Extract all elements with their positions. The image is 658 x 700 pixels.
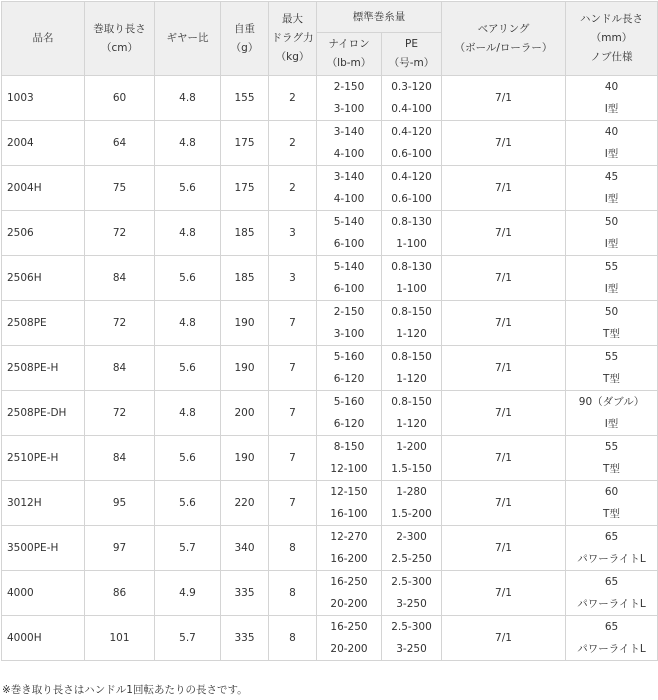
cell-gear: 5.6 (155, 481, 221, 526)
cell-retrieve: 84 (85, 256, 155, 301)
cell-nylon-line: 20-200 (330, 598, 368, 610)
cell-weight: 340 (221, 526, 269, 571)
cell-retrieve: 86 (85, 571, 155, 616)
cell-retrieve: 97 (85, 526, 155, 571)
cell-nylon-line: 5-160 (333, 351, 365, 363)
cell-pe-line: 1.5-200 (391, 508, 432, 520)
cell-name: 3012H (2, 481, 85, 526)
cell-handle-line: 60 (604, 486, 619, 498)
cell-handle (566, 526, 658, 571)
header-name: 品名 (2, 2, 85, 76)
cell-pe (382, 346, 442, 391)
cell-nylon-line: 5-140 (333, 216, 365, 228)
cell-name: 2508PE-H (2, 346, 85, 391)
cell-nylon (317, 121, 382, 166)
cell-bearing: 7/1 (442, 76, 566, 121)
cell-handle-line: 50 (604, 306, 619, 318)
cell-gear: 4.8 (155, 211, 221, 256)
table-row (2, 481, 658, 526)
cell-weight: 175 (221, 121, 269, 166)
cell-nylon-line: 16-250 (330, 576, 368, 588)
cell-name: 4000H (2, 616, 85, 661)
cell-pe-line: 0.3-120 (391, 81, 432, 93)
cell-nylon-line: 6-100 (333, 283, 365, 295)
cell-nylon (317, 526, 382, 571)
cell-drag: 7 (269, 301, 317, 346)
cell-pe-line: 0.6-100 (391, 193, 432, 205)
cell-pe-line: 1-200 (396, 441, 427, 453)
table-row (2, 436, 658, 481)
table-row (2, 256, 658, 301)
cell-handle-line: 65 (604, 531, 619, 543)
cell-weight: 200 (221, 391, 269, 436)
cell-retrieve: 72 (85, 211, 155, 256)
cell-weight: 155 (221, 76, 269, 121)
cell-handle (566, 256, 658, 301)
cell-pe-line: 0.4-120 (391, 171, 432, 183)
header-weight: 自重 （g） (221, 2, 269, 76)
cell-nylon (317, 301, 382, 346)
cell-nylon-line: 3-140 (333, 126, 365, 138)
cell-bearing: 7/1 (442, 571, 566, 616)
cell-handle-line: T型 (603, 328, 620, 340)
cell-bearing: 7/1 (442, 166, 566, 211)
cell-handle-line: パワーライトL (577, 643, 646, 655)
table-body (2, 76, 658, 661)
cell-bearing: 7/1 (442, 436, 566, 481)
cell-bearing: 7/1 (442, 256, 566, 301)
cell-drag: 2 (269, 166, 317, 211)
cell-weight: 190 (221, 301, 269, 346)
cell-pe (382, 256, 442, 301)
cell-handle-line: T型 (603, 463, 620, 475)
cell-nylon-line: 6-100 (333, 238, 365, 250)
cell-pe-line: 2.5-300 (391, 576, 432, 588)
cell-handle (566, 616, 658, 661)
cell-pe (382, 571, 442, 616)
cell-drag: 7 (269, 436, 317, 481)
cell-nylon-line: 16-200 (330, 553, 368, 565)
table-row (2, 211, 658, 256)
cell-handle-line: 65 (604, 576, 619, 588)
cell-pe (382, 166, 442, 211)
cell-nylon-line: 12-100 (330, 463, 368, 475)
cell-drag: 8 (269, 571, 317, 616)
cell-drag: 8 (269, 616, 317, 661)
cell-retrieve: 84 (85, 346, 155, 391)
cell-weight: 190 (221, 436, 269, 481)
cell-bearing: 7/1 (442, 211, 566, 256)
cell-nylon-line: 20-200 (330, 643, 368, 655)
footnote: ※巻き取り長さはハンドル1回転あたりの長さです。 (2, 684, 248, 696)
cell-handle-line: 40 (604, 126, 619, 138)
cell-gear: 4.8 (155, 301, 221, 346)
cell-handle-line: 55 (604, 261, 619, 273)
cell-handle-line: I型 (604, 418, 619, 430)
cell-drag: 7 (269, 481, 317, 526)
cell-weight: 190 (221, 346, 269, 391)
cell-weight: 335 (221, 571, 269, 616)
cell-nylon-line: 5-160 (333, 396, 365, 408)
cell-bearing: 7/1 (442, 526, 566, 571)
header-line-group: 標準巻糸量 (317, 2, 442, 33)
table-row (2, 571, 658, 616)
cell-nylon-line: 6-120 (333, 373, 365, 385)
cell-handle (566, 436, 658, 481)
cell-drag: 8 (269, 526, 317, 571)
cell-handle-line: パワーライトL (577, 553, 646, 565)
cell-nylon-line: 12-270 (330, 531, 368, 543)
table-row (2, 76, 658, 121)
cell-name: 1003 (2, 76, 85, 121)
cell-pe-line: 1-100 (396, 283, 427, 295)
cell-pe-line: 0.8-150 (391, 396, 432, 408)
cell-handle (566, 301, 658, 346)
cell-weight: 220 (221, 481, 269, 526)
cell-drag: 7 (269, 346, 317, 391)
cell-pe (382, 391, 442, 436)
cell-nylon (317, 571, 382, 616)
cell-name: 2506 (2, 211, 85, 256)
cell-pe-line: 0.8-130 (391, 216, 432, 228)
cell-name: 2510PE-H (2, 436, 85, 481)
cell-pe (382, 211, 442, 256)
cell-drag: 3 (269, 211, 317, 256)
cell-nylon (317, 481, 382, 526)
cell-nylon-line: 8-150 (333, 441, 365, 453)
cell-handle (566, 481, 658, 526)
cell-handle-line: I型 (604, 193, 619, 205)
cell-handle (566, 571, 658, 616)
cell-nylon-line: 3-140 (333, 171, 365, 183)
cell-gear: 4.9 (155, 571, 221, 616)
cell-name: 2004H (2, 166, 85, 211)
cell-pe-line: 0.4-100 (391, 103, 432, 115)
cell-retrieve: 101 (85, 616, 155, 661)
table-row (2, 616, 658, 661)
cell-nylon-line: 2-150 (333, 81, 365, 93)
cell-nylon (317, 166, 382, 211)
cell-gear: 5.6 (155, 346, 221, 391)
cell-bearing: 7/1 (442, 346, 566, 391)
cell-pe-line: 3-250 (396, 643, 427, 655)
header-nylon: ナイロン （lb-m） (317, 33, 382, 76)
cell-handle-line: 90（ダブル） (578, 396, 645, 408)
cell-drag: 2 (269, 76, 317, 121)
cell-gear: 4.8 (155, 121, 221, 166)
cell-handle-line: パワーライトL (577, 598, 646, 610)
cell-retrieve: 84 (85, 436, 155, 481)
cell-gear: 5.6 (155, 436, 221, 481)
cell-handle-line: 55 (604, 351, 619, 363)
cell-gear: 5.7 (155, 526, 221, 571)
cell-nylon (317, 211, 382, 256)
cell-retrieve: 72 (85, 391, 155, 436)
cell-drag: 3 (269, 256, 317, 301)
cell-handle-line: I型 (604, 103, 619, 115)
cell-pe (382, 301, 442, 346)
cell-retrieve: 75 (85, 166, 155, 211)
cell-pe-line: 1.5-150 (391, 463, 432, 475)
cell-bearing: 7/1 (442, 616, 566, 661)
cell-nylon-line: 12-150 (330, 486, 368, 498)
table-row (2, 301, 658, 346)
cell-weight: 185 (221, 256, 269, 301)
cell-pe-line: 1-100 (396, 238, 427, 250)
header-pe: PE （号-m） (382, 33, 442, 76)
cell-nylon (317, 346, 382, 391)
cell-handle-line: I型 (604, 238, 619, 250)
cell-gear: 5.6 (155, 166, 221, 211)
table-row (2, 166, 658, 211)
cell-gear: 4.8 (155, 76, 221, 121)
cell-gear: 5.6 (155, 256, 221, 301)
cell-weight: 335 (221, 616, 269, 661)
cell-pe-line: 0.8-130 (391, 261, 432, 273)
cell-handle-line: I型 (604, 148, 619, 160)
cell-handle (566, 76, 658, 121)
cell-nylon-line: 6-120 (333, 418, 365, 430)
cell-pe-line: 2.5-250 (391, 553, 432, 565)
cell-pe-line: 0.4-120 (391, 126, 432, 138)
cell-name: 2508PE-DH (2, 391, 85, 436)
header-bearing: ベアリング （ボール/ローラー） (442, 2, 566, 76)
header-retrieve: 巻取り長さ （cm） (85, 2, 155, 76)
cell-handle-line: 50 (604, 216, 619, 228)
cell-handle-line: I型 (604, 283, 619, 295)
cell-handle (566, 391, 658, 436)
cell-retrieve: 72 (85, 301, 155, 346)
cell-handle (566, 121, 658, 166)
cell-pe (382, 436, 442, 481)
cell-nylon-line: 3-100 (333, 103, 365, 115)
cell-pe-line: 2-300 (396, 531, 427, 543)
cell-weight: 185 (221, 211, 269, 256)
cell-pe-line: 1-120 (396, 328, 427, 340)
header-drag: 最大 ドラグ力 （kg） (269, 2, 317, 76)
cell-name: 2004 (2, 121, 85, 166)
table-row (2, 346, 658, 391)
cell-nylon-line: 16-100 (330, 508, 368, 520)
table-row (2, 391, 658, 436)
cell-name: 4000 (2, 571, 85, 616)
cell-pe (382, 121, 442, 166)
cell-nylon (317, 76, 382, 121)
cell-nylon-line: 4-100 (333, 193, 365, 205)
spec-table (1, 1, 658, 661)
cell-pe-line: 1-120 (396, 418, 427, 430)
cell-pe-line: 0.8-150 (391, 351, 432, 363)
cell-nylon-line: 3-100 (333, 328, 365, 340)
cell-nylon (317, 436, 382, 481)
cell-drag: 2 (269, 121, 317, 166)
cell-nylon-line: 4-100 (333, 148, 365, 160)
table-row (2, 121, 658, 166)
cell-pe (382, 76, 442, 121)
header-gear: ギヤー比 (155, 2, 221, 76)
cell-name: 2508PE (2, 301, 85, 346)
cell-pe (382, 616, 442, 661)
cell-handle (566, 211, 658, 256)
cell-handle-line: 45 (604, 171, 619, 183)
cell-pe (382, 526, 442, 571)
header-handle: ハンドル長さ （mm） ノブ仕様 (566, 2, 658, 76)
cell-name: 2506H (2, 256, 85, 301)
cell-drag: 7 (269, 391, 317, 436)
cell-bearing: 7/1 (442, 391, 566, 436)
cell-retrieve: 64 (85, 121, 155, 166)
cell-handle-line: 40 (604, 81, 619, 93)
cell-weight: 175 (221, 166, 269, 211)
cell-pe-line: 1-120 (396, 373, 427, 385)
cell-nylon-line: 16-250 (330, 621, 368, 633)
cell-nylon (317, 391, 382, 436)
cell-gear: 5.7 (155, 616, 221, 661)
cell-retrieve: 95 (85, 481, 155, 526)
cell-bearing: 7/1 (442, 121, 566, 166)
cell-bearing: 7/1 (442, 481, 566, 526)
cell-bearing: 7/1 (442, 301, 566, 346)
cell-name: 3500PE-H (2, 526, 85, 571)
table-row (2, 526, 658, 571)
cell-handle-line: T型 (603, 373, 620, 385)
cell-nylon-line: 5-140 (333, 261, 365, 273)
cell-nylon (317, 256, 382, 301)
cell-pe-line: 0.6-100 (391, 148, 432, 160)
cell-handle (566, 166, 658, 211)
cell-nylon (317, 616, 382, 661)
cell-pe-line: 2.5-300 (391, 621, 432, 633)
cell-handle-line: 65 (604, 621, 619, 633)
cell-handle-line: 55 (604, 441, 619, 453)
cell-handle (566, 346, 658, 391)
cell-pe-line: 1-280 (396, 486, 427, 498)
cell-retrieve: 60 (85, 76, 155, 121)
cell-pe (382, 481, 442, 526)
cell-gear: 4.8 (155, 391, 221, 436)
cell-pe-line: 0.8-150 (391, 306, 432, 318)
table-header (2, 2, 658, 76)
cell-nylon-line: 2-150 (333, 306, 365, 318)
cell-handle-line: T型 (603, 508, 620, 520)
cell-pe-line: 3-250 (396, 598, 427, 610)
